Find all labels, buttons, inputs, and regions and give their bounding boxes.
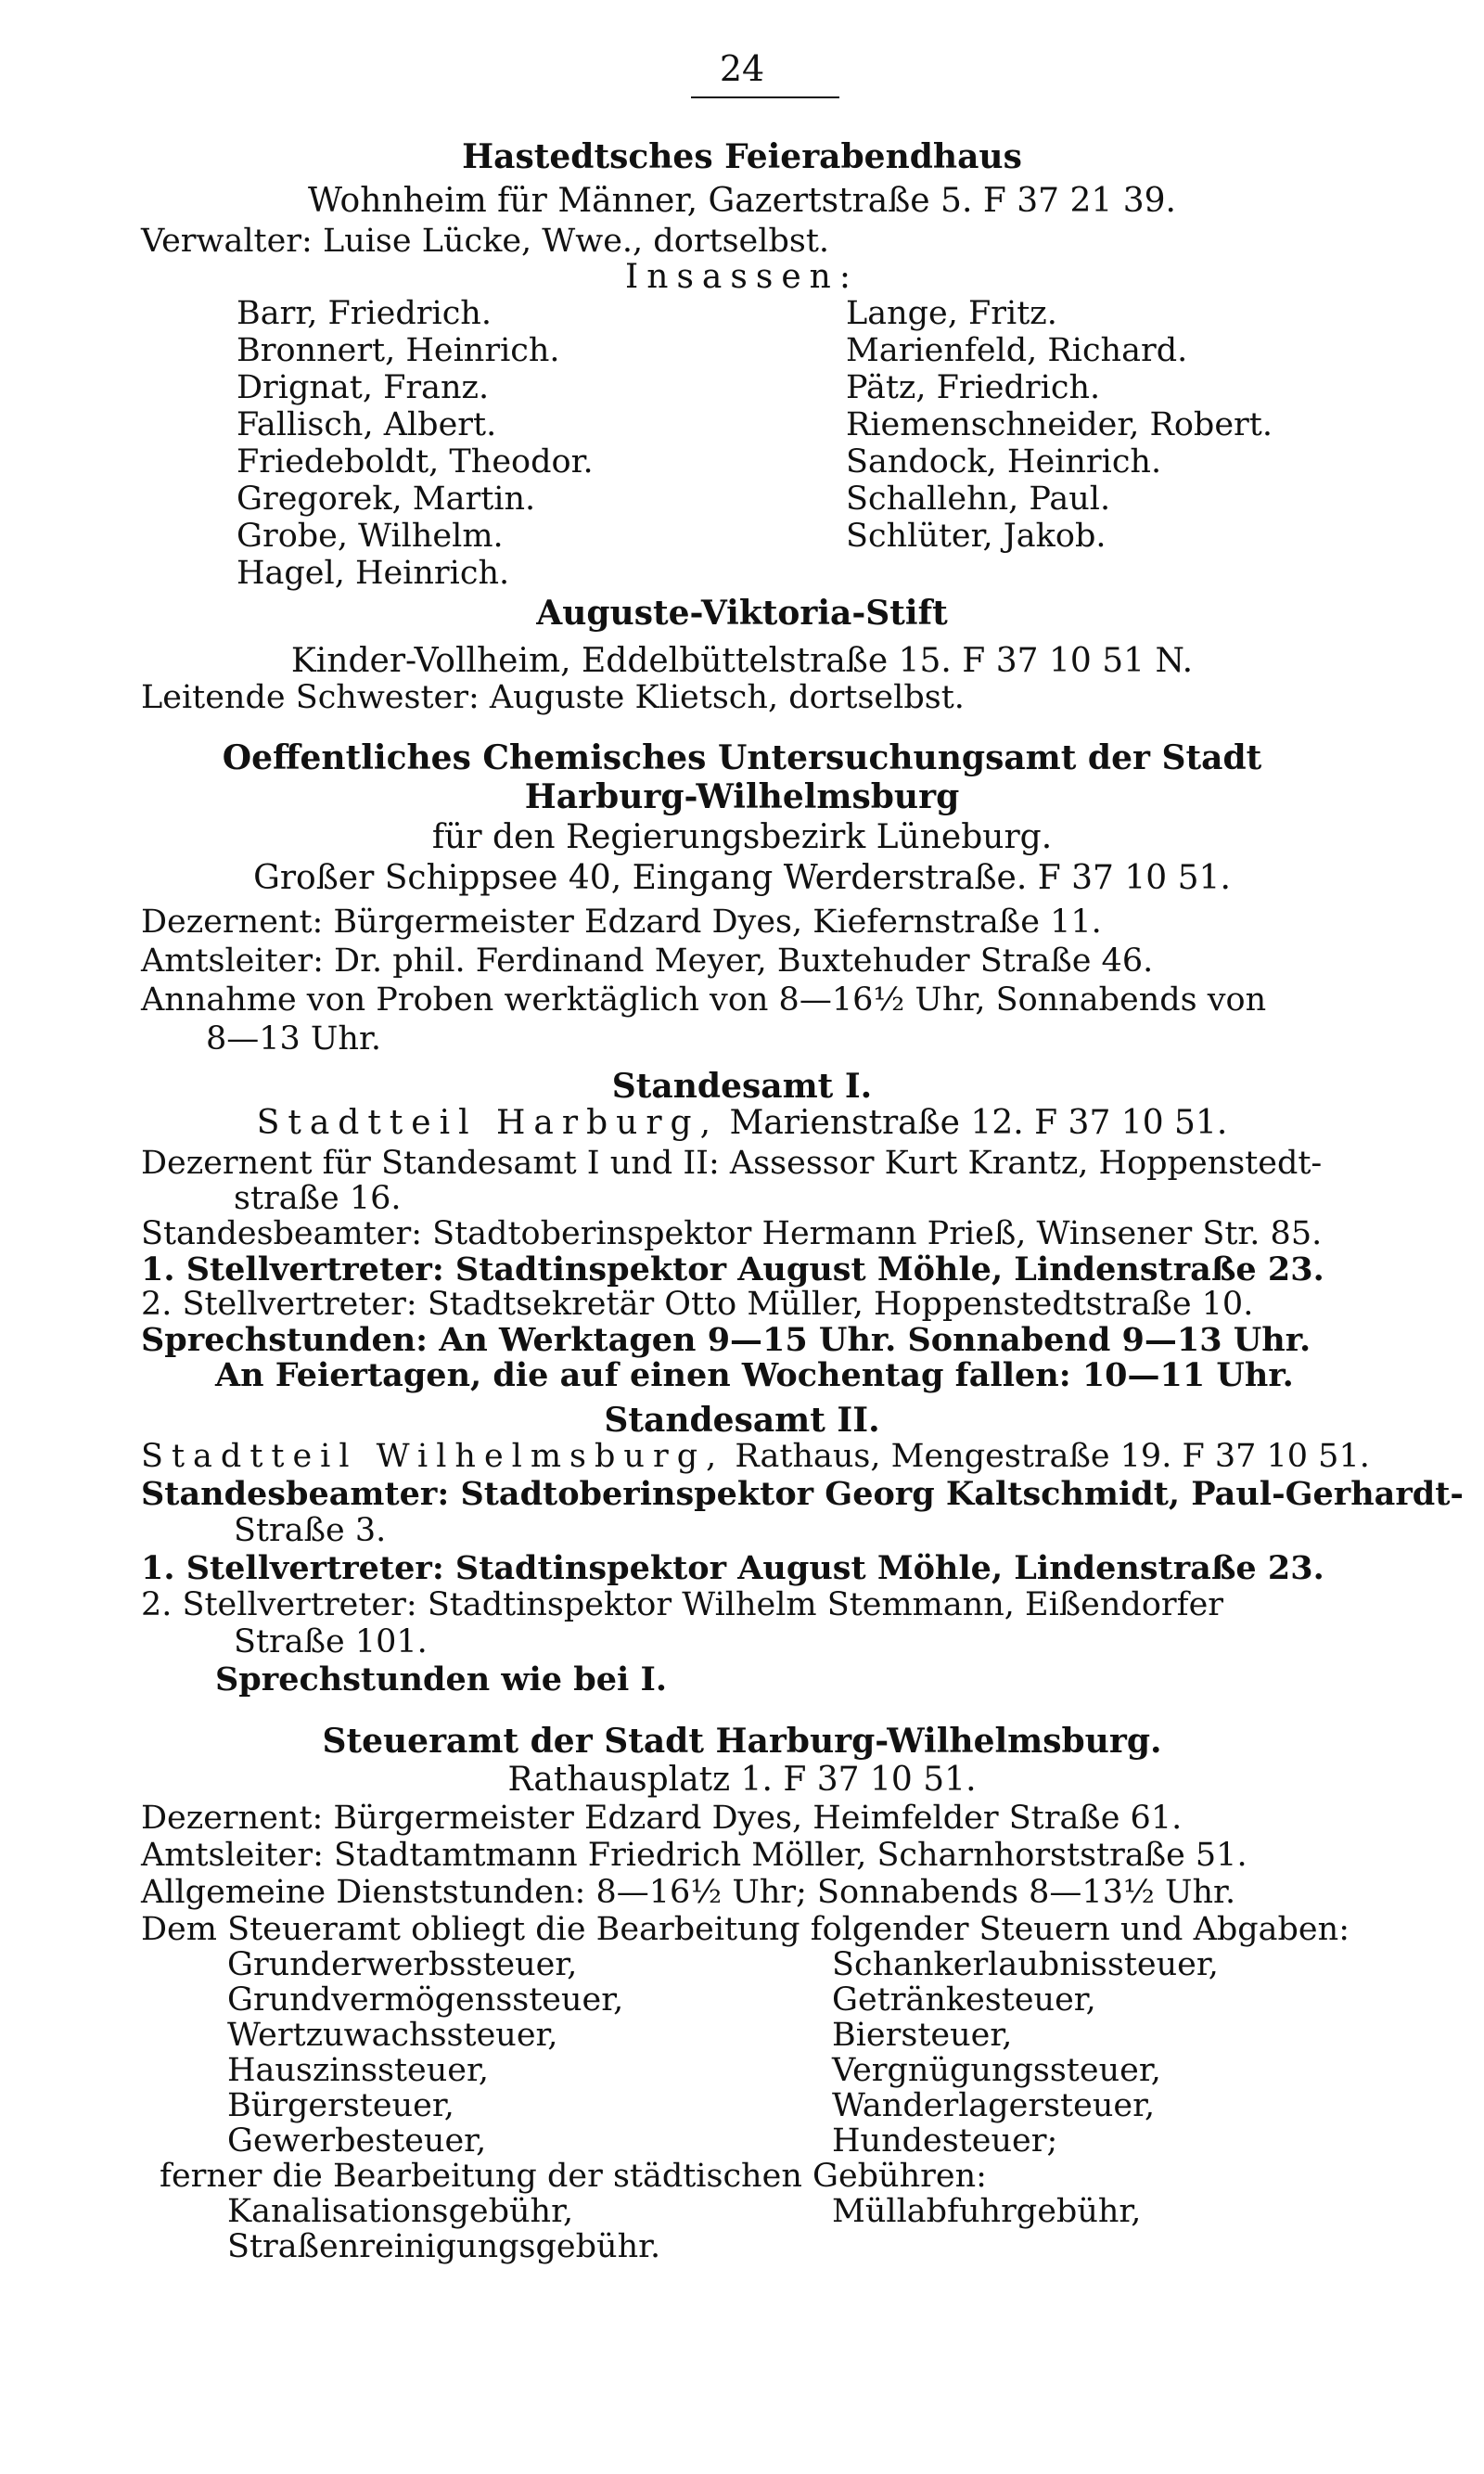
insasse: Fallisch, Albert. (237, 406, 497, 443)
tax-item: Getränkesteuer, (832, 1981, 1096, 2019)
heading-auguste-viktoria-stift: Auguste-Viktoria-Stift (536, 594, 948, 633)
steueramt-address: Rathausplatz 1. F 37 10 51. (507, 1761, 977, 1799)
heading-standesamt-1: Standesamt I. (611, 1067, 873, 1106)
heading-hastedtsches: Hastedtsches Feierabendhaus (462, 137, 1022, 176)
sa1-line: Dezernent für Standesamt I und II: Assessor Kurt Krantz, Hoppenstedt- (141, 1145, 1323, 1182)
insasse: Drignat, Franz. (237, 369, 490, 406)
fee-item: Müllabfuhrgebühr, (832, 2193, 1142, 2230)
standesamt-1-stadtteil: Stadtteil Harburg, (256, 1104, 720, 1142)
standesamt-2-address (141, 1438, 1370, 1475)
insasse: Grobe, Wilhelm. (237, 518, 504, 555)
chem-line: 8—13 Uhr. (206, 1020, 381, 1058)
insasse: Friedeboldt, Theodor. (237, 443, 594, 481)
heading-chemisches-amt-line2: Harburg-Wilhelmsburg (524, 777, 960, 816)
insasse: Schallehn, Paul. (846, 481, 1111, 518)
insasse: Pätz, Friedrich. (846, 369, 1101, 406)
heading-chemisches-amt: Oeffentliches Chemisches Untersuchungsamt der Stadt (222, 738, 1262, 777)
steuer-line: Dem Steueramt obliegt die Bearbeitung folgender Steuern und Abgaben: (141, 1911, 1350, 1948)
fee-item: Straßenreinigungsgebühr. (227, 2228, 661, 2265)
insasse: Bronnert, Heinrich. (237, 332, 560, 369)
insasse: Hagel, Heinrich. (237, 555, 510, 592)
tax-item: Gewerbesteuer, (227, 2122, 487, 2160)
auguste-leiter: Leitende Schwester: Auguste Klietsch, dortselbst. (141, 679, 965, 716)
sa2-line: Straße 3. (234, 1512, 387, 1549)
insassen-label: Insassen: (625, 258, 859, 296)
steuer-ferner: ferner die Bearbeitung der städtischen Gebühren: (160, 2158, 987, 2195)
chem-line: Amtsleiter: Dr. phil. Ferdinand Meyer, Buxtehuder Straße 46. (141, 942, 1154, 980)
insasse: Schlüter, Jakob. (846, 518, 1107, 555)
tax-item: Wanderlagersteuer, (832, 2087, 1156, 2124)
sa2-line: 2. Stellvertreter: Stadtinspektor Wilhelm Stemmann, Eißendorfer (141, 1586, 1224, 1623)
insasse: Barr, Friedrich. (237, 295, 492, 332)
sa1-line: 1. Stellvertreter: Stadtinspektor August Möhle, Lindenstraße 23. (141, 1250, 1324, 1288)
hastedtsches-verwalter: Verwalter: Luise Lücke, Wwe., dortselbst. (141, 223, 830, 260)
sa2-line: Straße 101. (234, 1623, 428, 1660)
tax-item: Biersteuer, (832, 2017, 1013, 2054)
sa2-line: Sprechstunden wie bei I. (215, 1660, 668, 1698)
sa1-line: Standesbeamter: Stadtoberinspektor Hermann Prieß, Winsener Str. 85. (141, 1215, 1323, 1252)
standesamt-1-street: Marienstraße 12. F 37 10 51. (719, 1104, 1228, 1142)
fee-item: Kanalisationsgebühr, (227, 2193, 574, 2230)
page-number-rule (691, 96, 839, 98)
insasse: Lange, Fritz. (846, 295, 1057, 332)
chem-line: Dezernent: Bürgermeister Edzard Dyes, Kiefernstraße 11. (141, 904, 1102, 941)
tax-item: Wertzuwachssteuer, (227, 2017, 558, 2054)
chem-address: Großer Schippsee 40, Eingang Werderstraße. F 37 10 51. (253, 859, 1231, 897)
steuer-line: Amtsleiter: Stadtamtmann Friedrich Möller, Scharnhorststraße 51. (141, 1837, 1247, 1874)
tax-item: Grunderwerbssteuer, (227, 1946, 578, 1983)
tax-item: Vergnügungssteuer, (832, 2052, 1161, 2089)
hastedtsches-address: Wohnheim für Männer, Gazertstraße 5. F 37 21 39. (307, 182, 1177, 220)
auguste-address: Kinder-Vollheim, Eddelbüttelstraße 15. F 37 10 51 N. (290, 642, 1194, 680)
tax-item: Schankerlaubnissteuer, (832, 1946, 1219, 1983)
tax-item: Bürgersteuer, (227, 2087, 454, 2124)
sa1-line: straße 16. (234, 1180, 402, 1217)
insasse: Gregorek, Martin. (237, 481, 536, 518)
heading-steueramt: Steueramt der Stadt Harburg-Wilhelmsburg. (322, 1722, 1162, 1761)
insasse: Sandock, Heinrich. (846, 443, 1162, 481)
steuer-line: Dezernent: Bürgermeister Edzard Dyes, Heimfelder Straße 61. (141, 1800, 1183, 1837)
sa2-line: 1. Stellvertreter: Stadtinspektor August Möhle, Lindenstraße 23. (141, 1549, 1324, 1587)
standesamt-2-stadtteil: Stadtteil Wilhelmsburg, (141, 1438, 725, 1475)
sa2-line: Standesbeamter: Stadtoberinspektor Georg Kaltschmidt, Paul-Gerhardt- (141, 1475, 1464, 1513)
standesamt-2-street: Rathaus, Mengestraße 19. F 37 10 51. (724, 1438, 1370, 1475)
steuer-line: Allgemeine Dienststunden: 8—16½ Uhr; Sonnabends 8—13½ Uhr. (141, 1874, 1236, 1911)
insasse: Marienfeld, Richard. (846, 332, 1188, 369)
page-number: 24 (719, 48, 765, 89)
chem-regierungsbezirk: für den Regierungsbezirk Lüneburg. (431, 818, 1053, 856)
tax-item: Hundesteuer; (832, 2122, 1058, 2160)
standesamt-1-address (0, 1104, 1484, 1142)
sa1-line: Sprechstunden: An Werktagen 9—15 Uhr. Sonnabend 9—13 Uhr. (141, 1321, 1311, 1359)
heading-standesamt-2: Standesamt II. (604, 1401, 880, 1440)
sa1-line: An Feiertagen, die auf einen Wochentag fallen: 10—11 Uhr. (215, 1356, 1294, 1394)
chem-line: Annahme von Proben werktäglich von 8—16½ Uhr, Sonnabends von (141, 981, 1267, 1019)
sa1-line: 2. Stellvertreter: Stadtsekretär Otto Müller, Hoppenstedtstraße 10. (141, 1286, 1254, 1323)
tax-item: Grundvermögenssteuer, (227, 1981, 624, 2019)
insasse: Riemenschneider, Robert. (846, 406, 1273, 443)
tax-item: Hauszinssteuer, (227, 2052, 490, 2089)
